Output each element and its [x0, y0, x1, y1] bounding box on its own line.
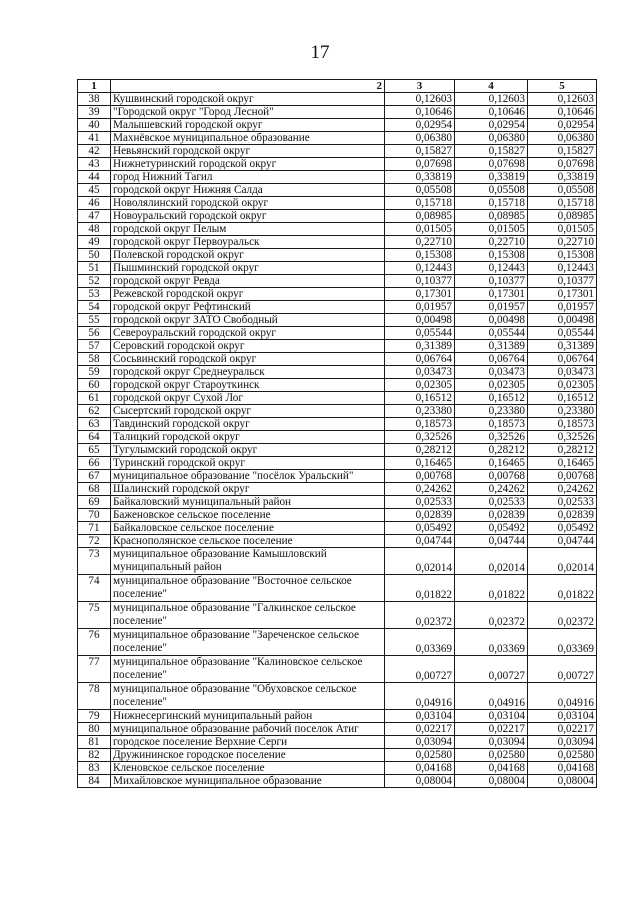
row-value-col4: 0,05492 — [455, 522, 528, 535]
row-value-col4: 0,02580 — [455, 749, 528, 762]
row-number: 43 — [78, 158, 111, 171]
row-value-col3: 0,22710 — [385, 236, 455, 249]
row-number: 52 — [78, 275, 111, 288]
row-name: Новолялинский городской округ — [111, 197, 385, 210]
table-row — [78, 288, 597, 301]
row-name: Сосьвинский городской округ — [111, 353, 385, 366]
table-row — [78, 158, 597, 171]
row-number: 65 — [78, 444, 111, 457]
row-value-col4: 0,00727 — [455, 656, 528, 683]
row-value-col3: 0,08004 — [385, 775, 455, 788]
row-value-col3: 0,01505 — [385, 223, 455, 236]
row-number: 70 — [78, 509, 111, 522]
row-value-col4: 0,06764 — [455, 353, 528, 366]
table-row — [78, 327, 597, 340]
table-row — [78, 275, 597, 288]
row-value-col5: 0,02533 — [528, 496, 597, 509]
row-value-col4: 0,03094 — [455, 736, 528, 749]
row-name: муниципальное образование рабочий поселок Атиг — [111, 723, 385, 736]
row-name: Тугулымский городской округ — [111, 444, 385, 457]
row-value-col4: 0,02839 — [455, 509, 528, 522]
row-value-col5: 0,05492 — [528, 522, 597, 535]
row-name: муниципальное образование "Галкинское сельское поселение" — [111, 602, 385, 629]
table-row — [78, 575, 597, 602]
row-name: городской округ Нижняя Салда — [111, 184, 385, 197]
row-name: "Городской округ "Город Лесной" — [111, 106, 385, 119]
row-value-col5: 0,01505 — [528, 223, 597, 236]
row-value-col5: 0,02954 — [528, 119, 597, 132]
row-value-col3: 0,00727 — [385, 656, 455, 683]
row-value-col5: 0,23380 — [528, 405, 597, 418]
row-name: Шалинский городской округ — [111, 483, 385, 496]
row-number: 57 — [78, 340, 111, 353]
row-value-col3: 0,17301 — [385, 288, 455, 301]
row-name: Малышевский городской округ — [111, 119, 385, 132]
row-name: Кушвинский городской округ — [111, 93, 385, 106]
row-value-col4: 0,24262 — [455, 483, 528, 496]
row-number: 69 — [78, 496, 111, 509]
row-name: муниципальное образование "Обуховское сельское поселение" — [111, 683, 385, 710]
row-value-col3: 0,15308 — [385, 249, 455, 262]
row-name: Кленовское сельское поселение — [111, 762, 385, 775]
table-row — [78, 509, 597, 522]
table-row — [78, 683, 597, 710]
table-row — [78, 249, 597, 262]
row-number: 80 — [78, 723, 111, 736]
table-row — [78, 710, 597, 723]
row-value-col4: 0,22710 — [455, 236, 528, 249]
row-number: 66 — [78, 457, 111, 470]
row-number: 59 — [78, 366, 111, 379]
allocation-table — [77, 79, 597, 788]
row-value-col4: 0,08004 — [455, 775, 528, 788]
row-value-col3: 0,02014 — [385, 548, 455, 575]
row-value-col5: 0,12443 — [528, 262, 597, 275]
row-value-col5: 0,10646 — [528, 106, 597, 119]
row-name: городской округ Первоуральск — [111, 236, 385, 249]
row-value-col4: 0,04168 — [455, 762, 528, 775]
column-header-4: 4 — [455, 80, 528, 93]
row-number: 42 — [78, 145, 111, 158]
row-name: городской округ ЗАТО Свободный — [111, 314, 385, 327]
table-row — [78, 340, 597, 353]
row-value-col5: 0,08985 — [528, 210, 597, 223]
row-value-col4: 0,00768 — [455, 470, 528, 483]
row-number: 77 — [78, 656, 111, 683]
row-value-col3: 0,02954 — [385, 119, 455, 132]
table-row — [78, 314, 597, 327]
table-row — [78, 762, 597, 775]
table-row — [78, 483, 597, 496]
row-number: 64 — [78, 431, 111, 444]
row-number: 38 — [78, 93, 111, 106]
row-value-col3: 0,04744 — [385, 535, 455, 548]
row-name: Новоуральский городской округ — [111, 210, 385, 223]
row-value-col5: 0,02580 — [528, 749, 597, 762]
row-value-col5: 0,02372 — [528, 602, 597, 629]
table-row — [78, 106, 597, 119]
row-value-col3: 0,02839 — [385, 509, 455, 522]
table-row — [78, 197, 597, 210]
row-value-col3: 0,08985 — [385, 210, 455, 223]
row-name: городской округ Пелым — [111, 223, 385, 236]
row-number: 45 — [78, 184, 111, 197]
row-value-col4: 0,02305 — [455, 379, 528, 392]
row-name: муниципальное образование "Зареченское сельское поселение" — [111, 629, 385, 656]
table-body — [78, 93, 597, 788]
row-name: муниципальное образование "посёлок Уральский" — [111, 470, 385, 483]
row-value-col4: 0,02954 — [455, 119, 528, 132]
row-value-col3: 0,04916 — [385, 683, 455, 710]
row-value-col3: 0,16512 — [385, 392, 455, 405]
table-row — [78, 431, 597, 444]
row-name: Байкаловский муниципальный район — [111, 496, 385, 509]
row-name: Пышминский городской округ — [111, 262, 385, 275]
row-number: 56 — [78, 327, 111, 340]
row-number: 76 — [78, 629, 111, 656]
row-value-col3: 0,07698 — [385, 158, 455, 171]
row-name: Сысертский городской округ — [111, 405, 385, 418]
row-value-col3: 0,02533 — [385, 496, 455, 509]
row-value-col3: 0,03104 — [385, 710, 455, 723]
row-value-col3: 0,02580 — [385, 749, 455, 762]
row-value-col4: 0,01822 — [455, 575, 528, 602]
table-row — [78, 656, 597, 683]
row-value-col4: 0,15308 — [455, 249, 528, 262]
row-value-col4: 0,01957 — [455, 301, 528, 314]
table-row — [78, 210, 597, 223]
row-value-col3: 0,06380 — [385, 132, 455, 145]
row-name: Нижнетуринский городской округ — [111, 158, 385, 171]
row-value-col4: 0,32526 — [455, 431, 528, 444]
row-value-col5: 0,01957 — [528, 301, 597, 314]
row-value-col5: 0,15827 — [528, 145, 597, 158]
row-value-col4: 0,15718 — [455, 197, 528, 210]
row-value-col4: 0,02217 — [455, 723, 528, 736]
row-value-col5: 0,02014 — [528, 548, 597, 575]
row-value-col4: 0,03369 — [455, 629, 528, 656]
column-header-2: 2 — [111, 80, 385, 93]
row-value-col3: 0,23380 — [385, 405, 455, 418]
row-number: 84 — [78, 775, 111, 788]
row-value-col3: 0,10377 — [385, 275, 455, 288]
table-row — [78, 223, 597, 236]
row-value-col5: 0,00498 — [528, 314, 597, 327]
row-value-col3: 0,12443 — [385, 262, 455, 275]
row-number: 58 — [78, 353, 111, 366]
row-name: Североуральский городской округ — [111, 327, 385, 340]
row-name: муниципальное образование Камышловский муниципальный район — [111, 548, 385, 575]
table-row — [78, 119, 597, 132]
row-name: городской округ Рефтинский — [111, 301, 385, 314]
row-number: 47 — [78, 210, 111, 223]
row-value-col3: 0,05492 — [385, 522, 455, 535]
row-number: 40 — [78, 119, 111, 132]
row-value-col5: 0,06380 — [528, 132, 597, 145]
row-value-col4: 0,23380 — [455, 405, 528, 418]
row-number: 82 — [78, 749, 111, 762]
row-value-col5: 0,16512 — [528, 392, 597, 405]
row-value-col4: 0,02014 — [455, 548, 528, 575]
row-value-col4: 0,28212 — [455, 444, 528, 457]
row-value-col4: 0,18573 — [455, 418, 528, 431]
row-value-col3: 0,15718 — [385, 197, 455, 210]
table-row — [78, 548, 597, 575]
row-value-col5: 0,02305 — [528, 379, 597, 392]
row-number: 75 — [78, 602, 111, 629]
row-value-col5: 0,16465 — [528, 457, 597, 470]
row-value-col4: 0,15827 — [455, 145, 528, 158]
table-row — [78, 93, 597, 106]
row-name: Туринский городской округ — [111, 457, 385, 470]
row-value-col3: 0,15827 — [385, 145, 455, 158]
row-value-col4: 0,07698 — [455, 158, 528, 171]
row-value-col5: 0,03104 — [528, 710, 597, 723]
table-row — [78, 392, 597, 405]
row-name: муниципальное образование "Восточное сельское поселение" — [111, 575, 385, 602]
row-number: 54 — [78, 301, 111, 314]
row-value-col3: 0,18573 — [385, 418, 455, 431]
table-row — [78, 236, 597, 249]
row-value-col5: 0,01822 — [528, 575, 597, 602]
row-value-col5: 0,00768 — [528, 470, 597, 483]
row-value-col4: 0,03104 — [455, 710, 528, 723]
row-value-col5: 0,02217 — [528, 723, 597, 736]
row-value-col3: 0,32526 — [385, 431, 455, 444]
table-row — [78, 535, 597, 548]
row-name: Байкаловское сельское поселение — [111, 522, 385, 535]
row-number: 44 — [78, 171, 111, 184]
row-number: 81 — [78, 736, 111, 749]
row-value-col4: 0,31389 — [455, 340, 528, 353]
row-value-col5: 0,08004 — [528, 775, 597, 788]
row-value-col4: 0,10646 — [455, 106, 528, 119]
row-value-col4: 0,10377 — [455, 275, 528, 288]
row-number: 67 — [78, 470, 111, 483]
row-value-col5: 0,12603 — [528, 93, 597, 106]
row-name: Тавдинский городской округ — [111, 418, 385, 431]
row-number: 61 — [78, 392, 111, 405]
row-number: 78 — [78, 683, 111, 710]
row-value-col5: 0,17301 — [528, 288, 597, 301]
table-row — [78, 353, 597, 366]
row-name: городской округ Среднеуральск — [111, 366, 385, 379]
row-number: 79 — [78, 710, 111, 723]
row-value-col5: 0,10377 — [528, 275, 597, 288]
table-row — [78, 602, 597, 629]
row-name: Невьянский городской округ — [111, 145, 385, 158]
row-value-col5: 0,05508 — [528, 184, 597, 197]
row-value-col4: 0,33819 — [455, 171, 528, 184]
table-row — [78, 379, 597, 392]
row-name: городское поселение Верхние Серги — [111, 736, 385, 749]
row-number: 48 — [78, 223, 111, 236]
row-name: Талицкий городской округ — [111, 431, 385, 444]
row-value-col3: 0,04168 — [385, 762, 455, 775]
row-name: Нижнесергинский муниципальный район — [111, 710, 385, 723]
row-name: город Нижний Тагил — [111, 171, 385, 184]
table-row — [78, 629, 597, 656]
row-name: Махнёвское муниципальное образование — [111, 132, 385, 145]
row-number: 83 — [78, 762, 111, 775]
row-number: 46 — [78, 197, 111, 210]
row-number: 39 — [78, 106, 111, 119]
row-name: Михайловское муниципальное образование — [111, 775, 385, 788]
row-number: 60 — [78, 379, 111, 392]
table-row — [78, 145, 597, 158]
row-value-col3: 0,02372 — [385, 602, 455, 629]
row-value-col4: 0,02372 — [455, 602, 528, 629]
table-row — [78, 184, 597, 197]
row-value-col3: 0,28212 — [385, 444, 455, 457]
row-value-col3: 0,10646 — [385, 106, 455, 119]
row-number: 72 — [78, 535, 111, 548]
row-value-col3: 0,02305 — [385, 379, 455, 392]
row-value-col4: 0,04916 — [455, 683, 528, 710]
row-value-col3: 0,31389 — [385, 340, 455, 353]
row-value-col4: 0,17301 — [455, 288, 528, 301]
column-header-3: 3 — [385, 80, 455, 93]
row-number: 63 — [78, 418, 111, 431]
row-value-col3: 0,00768 — [385, 470, 455, 483]
page-number: 17 — [310, 42, 330, 63]
row-value-col5: 0,15718 — [528, 197, 597, 210]
table-row — [78, 132, 597, 145]
row-value-col4: 0,12603 — [455, 93, 528, 106]
row-value-col3: 0,01957 — [385, 301, 455, 314]
table-row — [78, 405, 597, 418]
table-header-row — [78, 80, 597, 93]
row-number: 62 — [78, 405, 111, 418]
row-value-col4: 0,05544 — [455, 327, 528, 340]
table-row — [78, 301, 597, 314]
row-name: Режевской городской округ — [111, 288, 385, 301]
row-number: 51 — [78, 262, 111, 275]
row-value-col5: 0,07698 — [528, 158, 597, 171]
row-value-col5: 0,33819 — [528, 171, 597, 184]
row-value-col3: 0,06764 — [385, 353, 455, 366]
table-row — [78, 775, 597, 788]
table-row — [78, 262, 597, 275]
row-value-col5: 0,24262 — [528, 483, 597, 496]
column-header-1: 1 — [78, 80, 111, 93]
table-row — [78, 366, 597, 379]
table-row — [78, 418, 597, 431]
row-value-col3: 0,05508 — [385, 184, 455, 197]
row-value-col5: 0,04168 — [528, 762, 597, 775]
row-value-col4: 0,06380 — [455, 132, 528, 145]
row-name: Баженовское сельское поселение — [111, 509, 385, 522]
table-row — [78, 470, 597, 483]
table-row — [78, 496, 597, 509]
table-row — [78, 457, 597, 470]
row-number: 68 — [78, 483, 111, 496]
row-name: городской округ Ревда — [111, 275, 385, 288]
row-value-col5: 0,28212 — [528, 444, 597, 457]
row-value-col3: 0,03473 — [385, 366, 455, 379]
row-value-col4: 0,00498 — [455, 314, 528, 327]
row-name: Серовский городской округ — [111, 340, 385, 353]
row-value-col5: 0,31389 — [528, 340, 597, 353]
row-value-col4: 0,04744 — [455, 535, 528, 548]
row-value-col5: 0,22710 — [528, 236, 597, 249]
row-number: 49 — [78, 236, 111, 249]
row-value-col4: 0,03473 — [455, 366, 528, 379]
row-number: 74 — [78, 575, 111, 602]
row-value-col5: 0,15308 — [528, 249, 597, 262]
row-value-col4: 0,12443 — [455, 262, 528, 275]
row-name: муниципальное образование "Калиновское сельское поселение" — [111, 656, 385, 683]
row-value-col3: 0,16465 — [385, 457, 455, 470]
row-number: 41 — [78, 132, 111, 145]
row-name: городской округ Сухой Лог — [111, 392, 385, 405]
row-value-col5: 0,06764 — [528, 353, 597, 366]
row-value-col3: 0,03094 — [385, 736, 455, 749]
table-row — [78, 723, 597, 736]
row-value-col3: 0,03369 — [385, 629, 455, 656]
table-row — [78, 736, 597, 749]
row-value-col4: 0,05508 — [455, 184, 528, 197]
row-value-col5: 0,05544 — [528, 327, 597, 340]
row-value-col5: 0,04916 — [528, 683, 597, 710]
row-name: Полевской городской округ — [111, 249, 385, 262]
row-value-col5: 0,00727 — [528, 656, 597, 683]
row-value-col4: 0,16512 — [455, 392, 528, 405]
row-number: 53 — [78, 288, 111, 301]
table-row — [78, 171, 597, 184]
row-value-col3: 0,02217 — [385, 723, 455, 736]
row-value-col3: 0,01822 — [385, 575, 455, 602]
row-number: 50 — [78, 249, 111, 262]
row-number: 73 — [78, 548, 111, 575]
row-value-col3: 0,12603 — [385, 93, 455, 106]
row-value-col3: 0,05544 — [385, 327, 455, 340]
row-value-col4: 0,02533 — [455, 496, 528, 509]
row-name: городской округ Староуткинск — [111, 379, 385, 392]
row-value-col5: 0,02839 — [528, 509, 597, 522]
row-value-col5: 0,32526 — [528, 431, 597, 444]
row-name: Дружининское городское поселение — [111, 749, 385, 762]
table-row — [78, 522, 597, 535]
row-value-col5: 0,04744 — [528, 535, 597, 548]
table-row — [78, 444, 597, 457]
row-number: 55 — [78, 314, 111, 327]
row-value-col3: 0,33819 — [385, 171, 455, 184]
table-row — [78, 749, 597, 762]
row-value-col5: 0,03473 — [528, 366, 597, 379]
row-value-col5: 0,03094 — [528, 736, 597, 749]
row-value-col4: 0,08985 — [455, 210, 528, 223]
row-value-col4: 0,01505 — [455, 223, 528, 236]
row-value-col5: 0,03369 — [528, 629, 597, 656]
row-name: Краснополянское сельское поселение — [111, 535, 385, 548]
row-value-col5: 0,18573 — [528, 418, 597, 431]
row-number: 71 — [78, 522, 111, 535]
column-header-5: 5 — [528, 80, 597, 93]
row-value-col3: 0,00498 — [385, 314, 455, 327]
row-value-col4: 0,16465 — [455, 457, 528, 470]
row-value-col3: 0,24262 — [385, 483, 455, 496]
